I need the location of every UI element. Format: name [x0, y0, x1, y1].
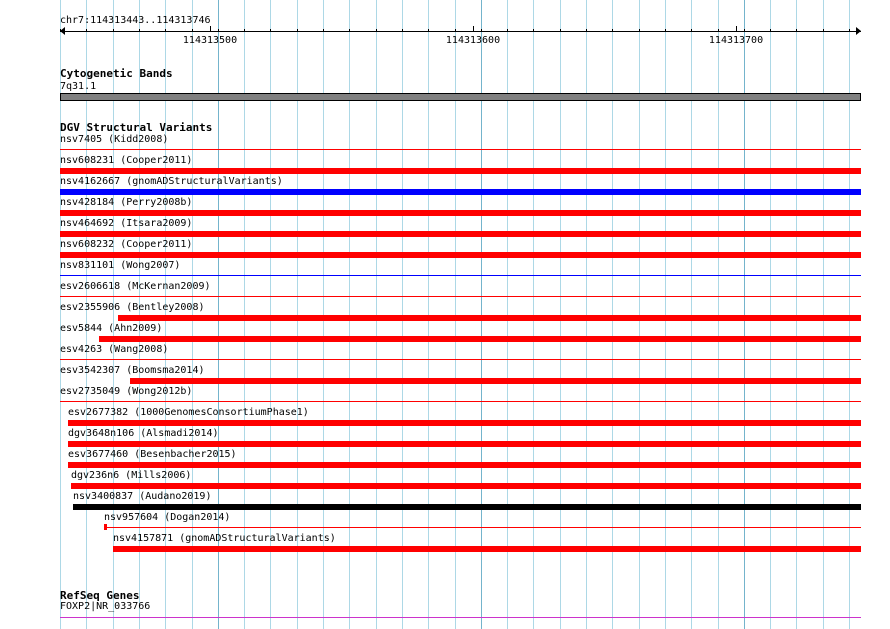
ruler-major-tick — [736, 26, 737, 32]
ruler-minor-tick — [744, 29, 745, 32]
variant-label: nsv4157871 (gnomADStructuralVariants) — [113, 533, 336, 544]
ruler-minor-tick — [244, 29, 245, 32]
variant-label: dgv236n6 (Mills2006) — [71, 470, 192, 481]
ruler-minor-tick — [507, 29, 508, 32]
variant-label: nsv957604 (Dogan2014) — [104, 512, 231, 523]
variant-label: esv5844 (Ahn2009) — [60, 323, 163, 334]
variant-label: nsv428184 (Perry2008b) — [60, 197, 193, 208]
variant-feature[interactable] — [68, 441, 861, 447]
ruler-minor-tick — [218, 29, 219, 32]
variant-label: nsv608232 (Cooper2011) — [60, 239, 193, 250]
ruler-minor-tick — [60, 29, 61, 32]
cytoband-track-title[interactable]: Cytogenetic Bands — [60, 67, 173, 80]
variant-feature[interactable] — [73, 504, 861, 510]
variant-feature[interactable] — [60, 189, 861, 195]
ruler-tick-label: 114313500 — [182, 35, 238, 46]
dgv-track-title[interactable]: DGV Structural Variants — [60, 121, 213, 134]
variant-feature[interactable] — [104, 527, 861, 528]
ruler-minor-tick — [192, 29, 193, 32]
ruler-minor-tick — [113, 29, 114, 32]
variant-feature[interactable] — [60, 401, 861, 402]
variant-label: nsv3400837 (Audano2019) — [73, 491, 212, 502]
ruler-minor-tick — [139, 29, 140, 32]
ruler-minor-tick — [86, 29, 87, 32]
variant-feature[interactable] — [60, 359, 861, 360]
variant-label: nsv831101 (Wong2007) — [60, 260, 181, 271]
variant-label: esv3677460 (Besenbacher2015) — [68, 449, 237, 460]
ruler-tick-label: 114313700 — [708, 35, 764, 46]
variant-label: esv4263 (Wang2008) — [60, 344, 169, 355]
variant-label: esv3542307 (Boomsma2014) — [60, 365, 205, 376]
ruler-minor-tick — [428, 29, 429, 32]
variant-label: esv2735049 (Wong2012b) — [60, 386, 193, 397]
ruler-minor-tick — [770, 29, 771, 32]
ruler-minor-tick — [455, 29, 456, 32]
variant-feature[interactable] — [99, 336, 861, 342]
variant-feature[interactable] — [60, 168, 861, 174]
ruler-minor-tick — [297, 29, 298, 32]
ruler-minor-tick — [533, 29, 534, 32]
variant-feature[interactable] — [60, 231, 861, 237]
ruler-minor-tick — [849, 29, 850, 32]
region-label: chr7:114313443..114313746 — [60, 15, 211, 26]
ruler-minor-tick — [823, 29, 824, 32]
ruler-major-tick — [473, 26, 474, 32]
variant-label: esv2355906 (Bentley2008) — [60, 302, 205, 313]
variant-label: nsv7405 (Kidd2008) — [60, 134, 169, 145]
variant-feature[interactable] — [130, 378, 861, 384]
variant-label: esv2606618 (McKernan2009) — [60, 281, 211, 292]
variant-label: nsv464692 (Itsara2009) — [60, 218, 193, 229]
variant-label: nsv4162667 (gnomADStructuralVariants) — [60, 176, 283, 187]
ruler-major-tick — [210, 26, 211, 32]
variant-feature[interactable] — [113, 546, 861, 552]
variant-feature[interactable] — [60, 149, 861, 150]
variant-feature[interactable] — [60, 296, 861, 297]
ruler-minor-tick — [586, 29, 587, 32]
gene-label: FOXP2|NR_033766 — [60, 601, 151, 612]
variant-label: nsv608231 (Cooper2011) — [60, 155, 193, 166]
ruler-minor-tick — [481, 29, 482, 32]
ruler-minor-tick — [560, 29, 561, 32]
variant-feature[interactable] — [60, 252, 861, 258]
ruler-minor-tick — [691, 29, 692, 32]
ruler-minor-tick — [718, 29, 719, 32]
variant-label: esv2677382 (1000GenomesConsortiumPhase1) — [68, 407, 309, 418]
ruler-minor-tick — [665, 29, 666, 32]
ruler-minor-tick — [349, 29, 350, 32]
variant-feature[interactable] — [68, 420, 861, 426]
ruler-minor-tick — [402, 29, 403, 32]
variant-label: dgv3648n106 (Alsmadi2014) — [68, 428, 219, 439]
scroll-right-arrow-icon[interactable] — [856, 27, 861, 35]
ruler-minor-tick — [612, 29, 613, 32]
variant-feature[interactable] — [68, 462, 861, 468]
ruler-axis — [60, 31, 861, 32]
ruler-minor-tick — [270, 29, 271, 32]
cytoband-name: 7q31.1 — [60, 81, 97, 92]
ruler-minor-tick — [639, 29, 640, 32]
ruler-minor-tick — [376, 29, 377, 32]
refseq-track-title[interactable]: RefSeq Genes — [60, 589, 140, 602]
cytoband-bar[interactable] — [60, 93, 861, 101]
ruler-minor-tick — [323, 29, 324, 32]
ruler-tick-label: 114313600 — [445, 35, 501, 46]
ruler-minor-tick — [165, 29, 166, 32]
variant-feature[interactable] — [60, 210, 861, 216]
ruler-minor-tick — [796, 29, 797, 32]
gene-feature[interactable] — [60, 617, 861, 618]
variant-feature[interactable] — [71, 483, 861, 489]
variant-feature[interactable] — [60, 275, 861, 276]
variant-feature[interactable] — [118, 315, 861, 321]
variant-feature-start[interactable] — [104, 524, 107, 530]
